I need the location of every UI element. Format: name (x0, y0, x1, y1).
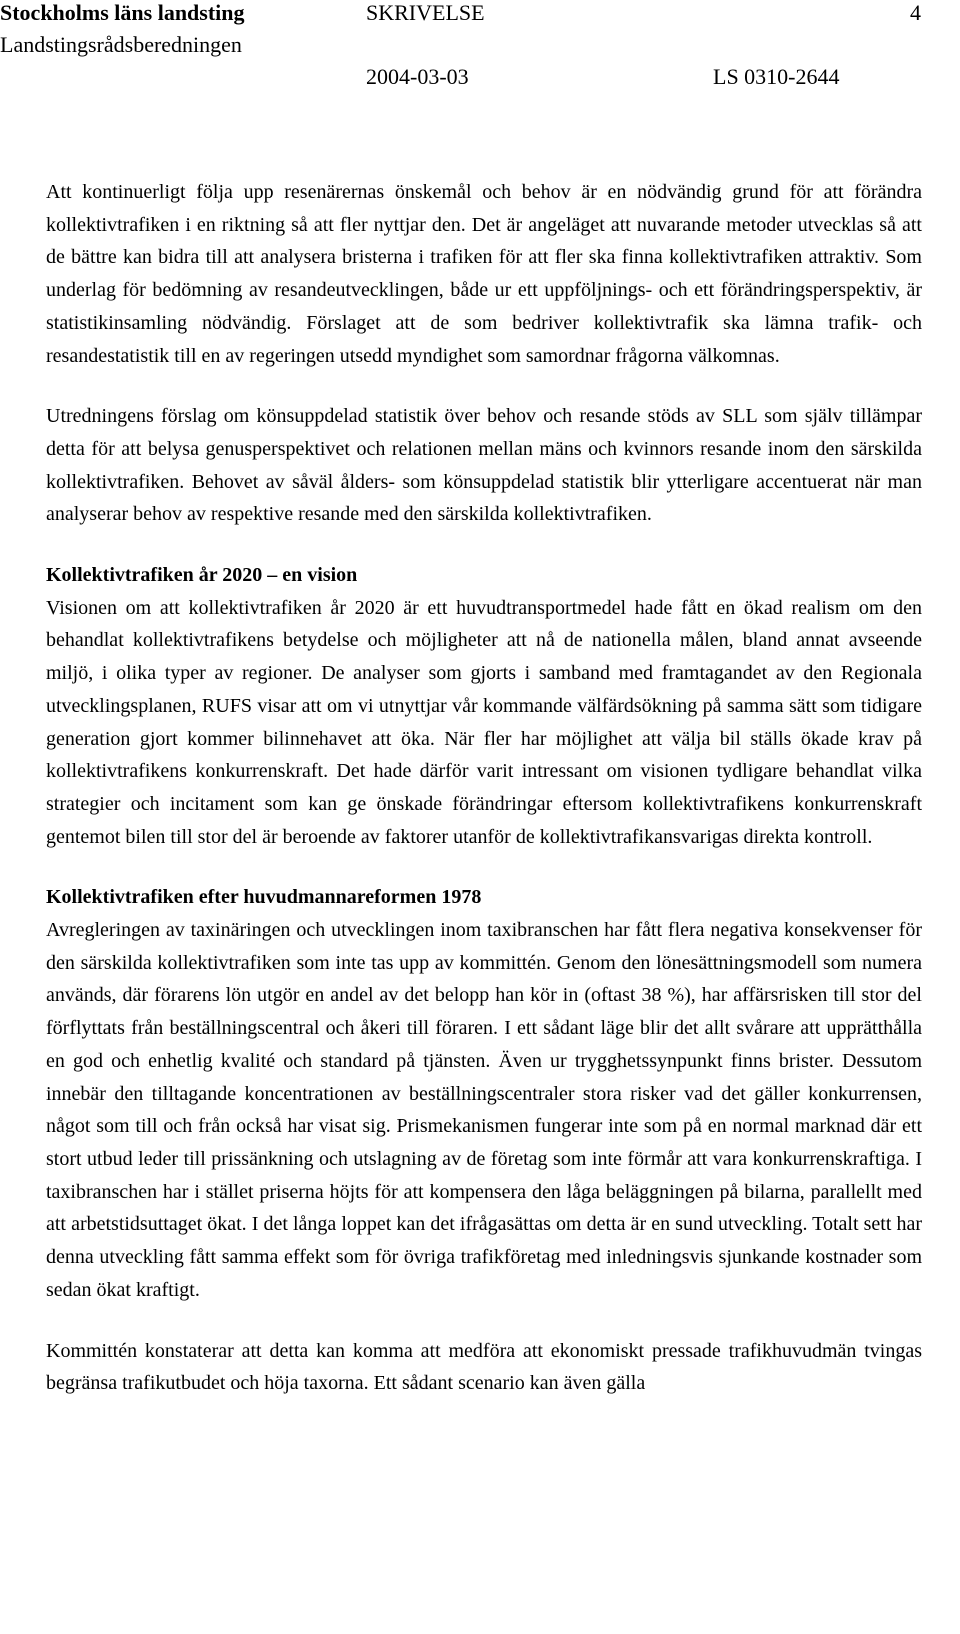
paragraph-vision: Visionen om att kollektivtrafiken år 2020 är ett huvudtransportmedel hade fått en ökad realism om den behandlat kollektivtrafikens betydelse och möjligheter att nå de nationella målen, bland annat avseende miljö, i olika typer av regioner. De analyser som gjorts i samband med framtagandet av den Regionala utvecklingsplanen, RUFS visar att om vi utnyttjar vår kommande välfärdsökning på samma sätt som tidigare generation gjort kommer bilinnehavet att öka. När fler har möjlighet att välja bil ställs ökade krav på kollektivtrafikens konkurrenskraft. Det hade därför varit intressant om visionen tydligare behandlat vilka strategier och incitament som kan ge önskade förändringar eftersom kollektivtrafikens konkurrenskraft gentemot bilen till stor del är beroende av faktorer utanför de kollektivtrafikansvarigas direkta kontroll. (46, 596, 922, 848)
paragraph-gap (46, 1307, 922, 1335)
paragraph-gap (46, 372, 922, 400)
page-number: 4 (910, 0, 921, 25)
organization-name: Stockholms läns landsting (0, 0, 245, 25)
reference-number: LS 0310-2644 (713, 64, 840, 89)
document-type: SKRIVELSE (366, 0, 485, 25)
paragraph-taxi-deregulation: Avregleringen av taxinäringen och utvecklingen inom taxibranschen har fått flera negativa konsekvenser för den särskilda kollektivtrafiken som inte tas upp av kommittén. Genom den lönesättningsmodell som numera används, där förarens lön utgör en andel av det belopp han kör in (oftast 38 %), har affärsrisken till stor del förflyttats från beställningscentral och åkeri till föraren. I ett sådant läge blir det allt svårare att upprätthålla en god och enhetlig kvalité och standard på tjänsten. Även ur trygghetssynpunkt finns brister. Dessutom innebär den tilltagande koncentrationen av beställningscentraler stora risker vad det gäller konkurrensen, något som till och från också har visat sig. Prismekanismen fungerar inte som på en normal marknad där ett stort utbud leder till prissänkning och utslagning av de företag som inte förmår att vara konkurrenskraftiga. I taxibranschen har i stället priserna höjts för att kompensera den låga beläggningen på bilarna, parallellt med att arbetstidsuttaget ökat. I det långa loppet kan det ifrågasättas om detta är en sund utveckling. Totalt sett har denna utveckling fått samma effekt som för övriga trafikföretag med inledningsvis sjunkande kostnader som sedan ökat kraftigt. (46, 919, 922, 1301)
paragraph-gap (46, 853, 922, 881)
section-heading-reform: Kollektivtrafiken efter huvudmannareformen 1978 (46, 886, 482, 909)
section-heading-vision: Kollektivtrafiken år 2020 – en vision (46, 564, 358, 587)
paragraph-gender-statistics: Utredningens förslag om könsuppdelad statistik över behov och resande stöds av SLL som själv tillämpar detta för att belysa genusperspektivet och relationen mellan mäns och kvinnors resande inom den särskilda kollektivtrafiken. Behovet av såväl ålders- som könsuppdelad statistik blir ytterligare accentuerat när man analyserar behov av respektive resande med den särskilda kollektivtrafiken. (46, 405, 922, 526)
document-date: 2004-03-03 (366, 64, 469, 89)
department-name: Landstingsrådsberedningen (0, 32, 242, 57)
paragraph-gap (46, 531, 922, 559)
document-body (46, 176, 922, 1400)
paragraph-committee: Kommittén konstaterar att detta kan komma att medföra att ekonomiskt pressade trafikhuvudmän tvingas begränsa trafikutbudet och höja taxorna. Ett sådant scenario kan även gälla (46, 1339, 922, 1395)
paragraph-statistics: Att kontinuerligt följa upp resenärernas önskemål och behov är en nödvändig grund för att förändra kollektivtrafiken i en riktning så att fler nyttjar den. Det är angeläget att nuvarande metoder utvecklas så att de bättre kan bidra till att analysera bristerna i trafiken för att fler ska finna kollektivtrafiken attraktiv. Som underlag för bedömning av resandeutvecklingen, både ur ett uppföljnings- och ett förändringsperspektiv, är statistikinsamling nödvändig. Förslaget att de som bedriver kollektivtrafik ska lämna trafik- och resandestatistik till en av regeringen utsedd myndighet som samordnar frågorna välkomnas. (46, 181, 922, 367)
